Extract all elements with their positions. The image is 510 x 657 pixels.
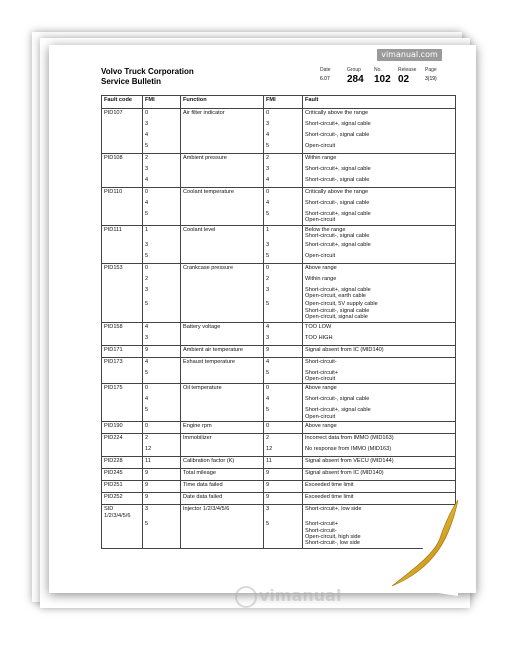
fault-code-cell: PID252 (102, 493, 143, 505)
header-fmi-2: FMI (264, 96, 303, 109)
fault-code-cell (102, 241, 143, 252)
table-row (102, 241, 456, 252)
table-row (102, 176, 456, 188)
table-row (102, 481, 456, 493)
function-cell (181, 406, 264, 421)
function-cell (181, 176, 264, 188)
fmi-fault-cell: 3 (264, 120, 303, 131)
function-cell: Coolant level (181, 225, 264, 240)
fault-cell: Short-circuit+, signal cable (303, 165, 456, 176)
fault-code-cell (102, 334, 143, 346)
fault-cell: TOO LOW (303, 322, 456, 334)
fault-code-cell: PID107 (102, 109, 143, 121)
fmi-fault-cell: 5 (264, 300, 303, 322)
fmi-fault-cell: 3 (264, 334, 303, 346)
fmi-fault-cell: 4 (264, 395, 303, 406)
function-cell (181, 395, 264, 406)
table-row (102, 395, 456, 406)
fault-code-cell: PID224 (102, 434, 143, 446)
fmi-fault-cell: 3 (264, 241, 303, 252)
document-header (101, 67, 194, 87)
fmi-fault-cell: 3 (264, 165, 303, 176)
fault-cell: Short-circuit+, signal cable (303, 120, 456, 131)
table-row (102, 384, 456, 396)
table-row (102, 225, 456, 240)
fault-cell: Short-circuit+, signal cable Open-circuit, earth cable (303, 286, 456, 301)
fmi-cell: 5 (143, 300, 181, 322)
fmi-cell: 12 (143, 445, 181, 457)
fmi-fault-cell: 4 (264, 131, 303, 142)
watermark-center (235, 583, 355, 609)
fault-code-cell (102, 142, 143, 154)
function-cell: Total mileage (181, 469, 264, 481)
fault-cell: Exceeded time limit (303, 481, 456, 493)
meta-release (398, 67, 416, 85)
fault-code-cell (102, 210, 143, 225)
function-cell (181, 120, 264, 131)
fmi-fault-cell: 1 (264, 225, 303, 240)
function-cell: Ambient pressure (181, 154, 264, 166)
release-label: Release (398, 67, 417, 73)
fmi-cell: 5 (143, 406, 181, 421)
fmi-cell: 5 (143, 369, 181, 384)
company-name: Volvo Truck Corporation (101, 67, 194, 76)
fmi-fault-cell: 0 (264, 109, 303, 121)
fault-code-cell: PID245 (102, 469, 143, 481)
fault-code-cell (102, 369, 143, 384)
meta-date (320, 67, 331, 85)
release-value: 02 (398, 74, 410, 85)
fmi-fault-cell: 0 (264, 188, 303, 200)
fault-table-body (102, 109, 456, 549)
fault-cell: Signal absent from IC (MID140) (303, 345, 456, 357)
fault-code-cell (102, 120, 143, 131)
function-cell (181, 286, 264, 301)
function-cell (181, 199, 264, 210)
table-header-row (102, 96, 456, 109)
table-row (102, 154, 456, 166)
fault-code-cell (102, 286, 143, 301)
fmi-cell: 11 (143, 457, 181, 469)
meta-no (374, 67, 391, 85)
table-row (102, 469, 456, 481)
fault-cell: Signal absent from VECU (MID144) (303, 457, 456, 469)
fault-code-cell: PID228 (102, 457, 143, 469)
fmi-cell: 4 (143, 322, 181, 334)
fault-cell: Short-circuit+, signal cable Open-circuit (303, 406, 456, 421)
fault-cell: Open-circuit (303, 142, 456, 154)
fmi-fault-cell: 5 (264, 142, 303, 154)
table-row (102, 286, 456, 301)
fault-code-cell (102, 445, 143, 457)
fmi-fault-cell: 3 (264, 286, 303, 301)
table-row (102, 357, 456, 369)
function-cell (181, 210, 264, 225)
table-row (102, 210, 456, 225)
function-cell (181, 520, 264, 548)
table-row (102, 322, 456, 334)
table-row (102, 188, 456, 200)
fault-cell: Short-circuit-, signal cable (303, 131, 456, 142)
fmi-fault-cell: 5 (264, 406, 303, 421)
fault-code-cell: PID110 (102, 188, 143, 200)
fault-cell: No response from IMMO (MID163) (303, 445, 456, 457)
function-cell: Ambient air temperature (181, 345, 264, 357)
date-label: Date (320, 67, 331, 73)
meta-page (425, 67, 437, 85)
fault-cell: Exceeded time limit (303, 493, 456, 505)
function-cell: Coolant temperature (181, 188, 264, 200)
function-cell: Oil temperature (181, 384, 264, 396)
fmi-cell: 0 (143, 422, 181, 434)
fmi-cell: 3 (143, 334, 181, 346)
fmi-fault-cell: 4 (264, 199, 303, 210)
fault-code-cell (102, 395, 143, 406)
fmi-fault-cell: 4 (264, 322, 303, 334)
table-row (102, 345, 456, 357)
fault-code-cell (102, 176, 143, 188)
fmi-cell: 3 (143, 286, 181, 301)
fault-code-cell: PID175 (102, 384, 143, 396)
fault-code-cell (102, 406, 143, 421)
fault-cell: Short-circuit+, signal cable Open-circuit (303, 210, 456, 225)
function-cell (181, 131, 264, 142)
fmi-cell: 3 (143, 120, 181, 131)
function-cell: Air filter indicator (181, 109, 264, 121)
function-cell: Injector 1/2/3/4/5/6 (181, 505, 264, 520)
no-value: 102 (374, 74, 391, 85)
fault-code-table (101, 95, 456, 549)
fmi-cell: 4 (143, 176, 181, 188)
fmi-fault-cell: 2 (264, 275, 303, 286)
function-cell (181, 369, 264, 384)
function-cell: Crankcase pressure (181, 263, 264, 275)
no-label: No. (374, 67, 382, 73)
function-cell (181, 165, 264, 176)
function-cell (181, 241, 264, 252)
fmi-cell: 2 (143, 434, 181, 446)
fmi-cell: 3 (143, 165, 181, 176)
fmi-fault-cell: 5 (264, 369, 303, 384)
fmi-cell: 0 (143, 109, 181, 121)
fmi-fault-cell: 4 (264, 176, 303, 188)
fault-cell: Short-circuit+ Open-circuit (303, 369, 456, 384)
header-fault-code: Fault code (102, 96, 143, 109)
fmi-fault-cell: 3 (264, 505, 303, 520)
fmi-fault-cell: 4 (264, 357, 303, 369)
header-function: Function (181, 96, 264, 109)
table-row (102, 275, 456, 286)
fault-cell: Critically above the range (303, 188, 456, 200)
fmi-fault-cell: 5 (264, 520, 303, 548)
fault-cell: Incorrect data from IMMO (MID163) (303, 434, 456, 446)
fmi-cell: 3 (143, 505, 181, 520)
function-cell: Engine rpm (181, 422, 264, 434)
page-label: Page (425, 67, 437, 73)
fault-code-cell: PID173 (102, 357, 143, 369)
fmi-cell: 0 (143, 384, 181, 396)
fmi-cell: 5 (143, 210, 181, 225)
fault-cell: Short-circuit- (303, 357, 456, 369)
watermark-logo-icon (235, 586, 257, 608)
fmi-fault-cell: 0 (264, 263, 303, 275)
fmi-fault-cell: 9 (264, 493, 303, 505)
fault-cell: Open-circuit, 5V supply cable Short-circuit-, signal cable Open-circuit, signal cable (303, 300, 456, 322)
fmi-cell: 4 (143, 199, 181, 210)
watermark-center-text: vimanual (259, 586, 342, 605)
fmi-cell: 0 (143, 263, 181, 275)
group-label: Group (347, 67, 361, 73)
fault-code-cell: PID171 (102, 345, 143, 357)
watermark-top: vimanual.com (377, 49, 442, 61)
table-row (102, 263, 456, 275)
fmi-fault-cell: 0 (264, 384, 303, 396)
table-row (102, 165, 456, 176)
fault-cell: Short-circuit-, signal cable (303, 199, 456, 210)
function-cell: Battery voltage (181, 322, 264, 334)
fault-code-cell: PID251 (102, 481, 143, 493)
fault-cell: Short-circuit-, signal cable (303, 395, 456, 406)
fmi-cell: 9 (143, 481, 181, 493)
date-value: 6.07 (320, 76, 330, 82)
function-cell: Immobilizer (181, 434, 264, 446)
fault-code-cell (102, 300, 143, 322)
table-row (102, 199, 456, 210)
fault-cell: Short-circuit-, signal cable (303, 176, 456, 188)
fault-code-cell: PID153 (102, 263, 143, 275)
fmi-fault-cell: 2 (264, 434, 303, 446)
document-type: Service Bulletin (101, 77, 162, 86)
table-row (102, 434, 456, 446)
table-row (102, 120, 456, 131)
fault-cell: Above range (303, 384, 456, 396)
fault-cell: Critically above the range (303, 109, 456, 121)
function-cell (181, 334, 264, 346)
fmi-fault-cell: 5 (264, 252, 303, 264)
page-value: 3(19) (425, 76, 437, 82)
fault-cell: Within range (303, 154, 456, 166)
group-value: 284 (347, 74, 364, 85)
fault-code-cell: SID 1/2/3/4/5/6 (102, 505, 143, 520)
fmi-cell: 0 (143, 188, 181, 200)
table-row (102, 109, 456, 121)
table-row (102, 131, 456, 142)
function-cell: Date data failed (181, 493, 264, 505)
function-cell (181, 252, 264, 264)
fault-code-cell (102, 252, 143, 264)
fmi-cell: 2 (143, 154, 181, 166)
function-cell (181, 275, 264, 286)
fmi-cell: 9 (143, 345, 181, 357)
fmi-cell: 1 (143, 225, 181, 240)
table-row (102, 406, 456, 421)
fmi-fault-cell: 9 (264, 345, 303, 357)
fmi-cell: 5 (143, 520, 181, 548)
fmi-cell: 4 (143, 395, 181, 406)
table-row (102, 252, 456, 264)
table-row (102, 457, 456, 469)
fault-code-cell: PID190 (102, 422, 143, 434)
table-row (102, 142, 456, 154)
fmi-fault-cell: 11 (264, 457, 303, 469)
fault-cell: Above range (303, 422, 456, 434)
fmi-fault-cell: 0 (264, 422, 303, 434)
fault-code-cell (102, 199, 143, 210)
fault-code-cell (102, 165, 143, 176)
meta-group (347, 67, 364, 85)
fault-cell: Short-circuit+ Short-circuit- Open-circuit, high side Short-circuit-, low side (303, 520, 456, 548)
page-curl-icon (380, 498, 460, 598)
table-row (102, 369, 456, 384)
fmi-fault-cell: 5 (264, 210, 303, 225)
header-fmi: FMI (143, 96, 181, 109)
fmi-cell: 5 (143, 142, 181, 154)
table-row (102, 334, 456, 346)
fault-cell: Short-circuit+, signal cable (303, 241, 456, 252)
fmi-cell: 4 (143, 131, 181, 142)
fault-code-cell: PID158 (102, 322, 143, 334)
fault-cell: Within range (303, 275, 456, 286)
fmi-cell: 4 (143, 357, 181, 369)
function-cell: Time data failed (181, 481, 264, 493)
fmi-cell: 2 (143, 275, 181, 286)
fault-cell: Short-circuit+, low side (303, 505, 456, 520)
fmi-fault-cell: 2 (264, 154, 303, 166)
function-cell: Calibration factor (K) (181, 457, 264, 469)
fault-cell: TOO HIGH (303, 334, 456, 346)
fmi-fault-cell: 9 (264, 481, 303, 493)
fault-code-cell (102, 520, 143, 548)
fault-code-cell (102, 275, 143, 286)
table-row (102, 300, 456, 322)
fmi-fault-cell: 12 (264, 445, 303, 457)
fault-code-cell: PID111 (102, 225, 143, 240)
fmi-fault-cell: 9 (264, 469, 303, 481)
fault-cell: Above range (303, 263, 456, 275)
table-row (102, 422, 456, 434)
table-row (102, 445, 456, 457)
fault-cell: Open-circuit (303, 252, 456, 264)
function-cell (181, 300, 264, 322)
fmi-cell: 9 (143, 469, 181, 481)
fmi-cell: 5 (143, 252, 181, 264)
fault-cell: Signal absent from IC (MID140) (303, 469, 456, 481)
fault-cell: Below the range Short-circuit-, signal cable (303, 225, 456, 240)
fmi-cell: 3 (143, 241, 181, 252)
fmi-cell: 9 (143, 493, 181, 505)
header-fault: Fault (303, 96, 456, 109)
function-cell: Exhaust temperature (181, 357, 264, 369)
function-cell (181, 445, 264, 457)
function-cell (181, 142, 264, 154)
fault-code-cell: PID108 (102, 154, 143, 166)
fault-code-cell (102, 131, 143, 142)
